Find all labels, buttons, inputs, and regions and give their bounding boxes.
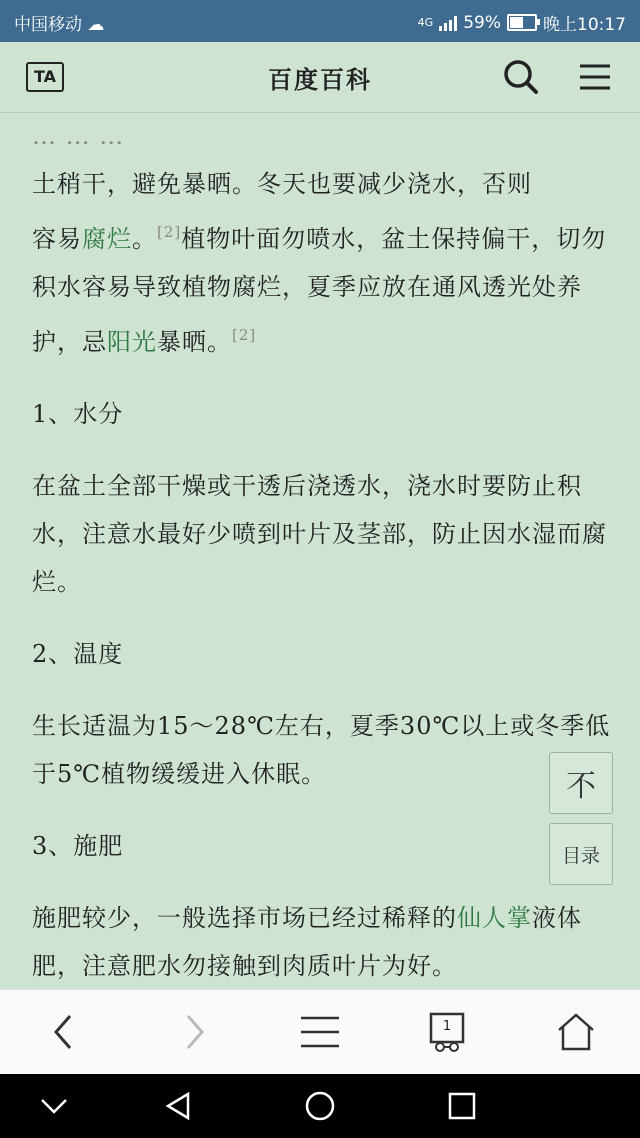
back-icon[interactable] bbox=[44, 1012, 84, 1052]
water-paragraph: 在盆土全部干燥或干透后浇透水，浇水时要防止积水，注意水最好少喷到叶片及茎部，防止因水湿而腐烂。 bbox=[32, 472, 607, 596]
app-header bbox=[0, 42, 640, 113]
text: 暴晒。 bbox=[157, 328, 232, 356]
system-nav-bar bbox=[0, 1074, 640, 1138]
back-to-top-label: 不 bbox=[566, 769, 596, 804]
battery-percent: 59% bbox=[463, 12, 501, 33]
menu-icon[interactable] bbox=[578, 62, 612, 92]
carrier-label: 中国移动 bbox=[14, 15, 82, 35]
partial-line: … … … bbox=[32, 122, 125, 150]
reference-mark[interactable]: [2] bbox=[232, 326, 257, 344]
status-left bbox=[14, 10, 104, 35]
care-paragraph bbox=[32, 160, 612, 366]
page-title: 百度百科 bbox=[268, 65, 372, 94]
section-heading-temperature: 2、温度 bbox=[32, 640, 124, 668]
weather-icon: ☁ bbox=[87, 15, 105, 35]
signal-icon bbox=[439, 15, 457, 31]
chevron-down-icon[interactable] bbox=[38, 1090, 70, 1122]
reference-mark[interactable]: [2] bbox=[157, 223, 182, 241]
link-rot[interactable]: 腐烂 bbox=[82, 225, 132, 253]
clock: 晚上10:17 bbox=[543, 15, 626, 35]
status-right bbox=[418, 10, 626, 35]
section-heading-fertilizer: 3、施肥 bbox=[32, 832, 124, 860]
text: 土稍干，避免暴晒。冬天也要减少浇水，否则 bbox=[32, 170, 532, 198]
nav-back-icon[interactable] bbox=[162, 1090, 194, 1122]
text: 。 bbox=[132, 225, 157, 253]
toc-button[interactable] bbox=[549, 823, 613, 885]
text: 液体肥，注意肥水勿接触到肉质叶片为好。 bbox=[32, 904, 582, 980]
link-cactus[interactable]: 仙人掌 bbox=[457, 904, 532, 932]
search-icon[interactable] bbox=[502, 58, 540, 96]
toc-label: 目录 bbox=[561, 844, 600, 867]
temperature-paragraph: 生长适温为15～28℃左右，夏季30℃以上或冬季低于5℃植物缓缓进入休眠。 bbox=[32, 712, 611, 788]
section-heading-water: 1、水分 bbox=[32, 400, 124, 428]
home-icon[interactable] bbox=[556, 1012, 596, 1052]
network-label: 4G bbox=[417, 16, 434, 29]
fertilizer-paragraph bbox=[32, 894, 612, 989]
text: 施肥较少，一般选择市场已经过稀释的 bbox=[32, 904, 457, 932]
tabs-button[interactable] bbox=[428, 1012, 468, 1052]
nav-home-icon[interactable] bbox=[304, 1090, 336, 1122]
text: 容易 bbox=[32, 225, 82, 253]
tabs-count: 1 bbox=[442, 1019, 452, 1034]
browser-toolbar bbox=[0, 989, 640, 1075]
article-content bbox=[32, 112, 612, 989]
status-bar bbox=[0, 0, 640, 42]
forward-icon[interactable] bbox=[174, 1012, 214, 1052]
link-sunlight[interactable]: 阳光 bbox=[107, 328, 157, 356]
back-to-top-button[interactable] bbox=[549, 752, 613, 814]
menu-lines-icon[interactable] bbox=[300, 1012, 340, 1052]
nav-recents-icon[interactable] bbox=[446, 1090, 478, 1122]
battery-icon bbox=[507, 14, 537, 31]
text: 植物叶面勿喷水，盆土保持偏干，切勿积水容易导致植物腐烂，夏季应放在通风透光处养护，忌 bbox=[32, 225, 607, 356]
ta-icon[interactable]: TA bbox=[26, 62, 64, 92]
